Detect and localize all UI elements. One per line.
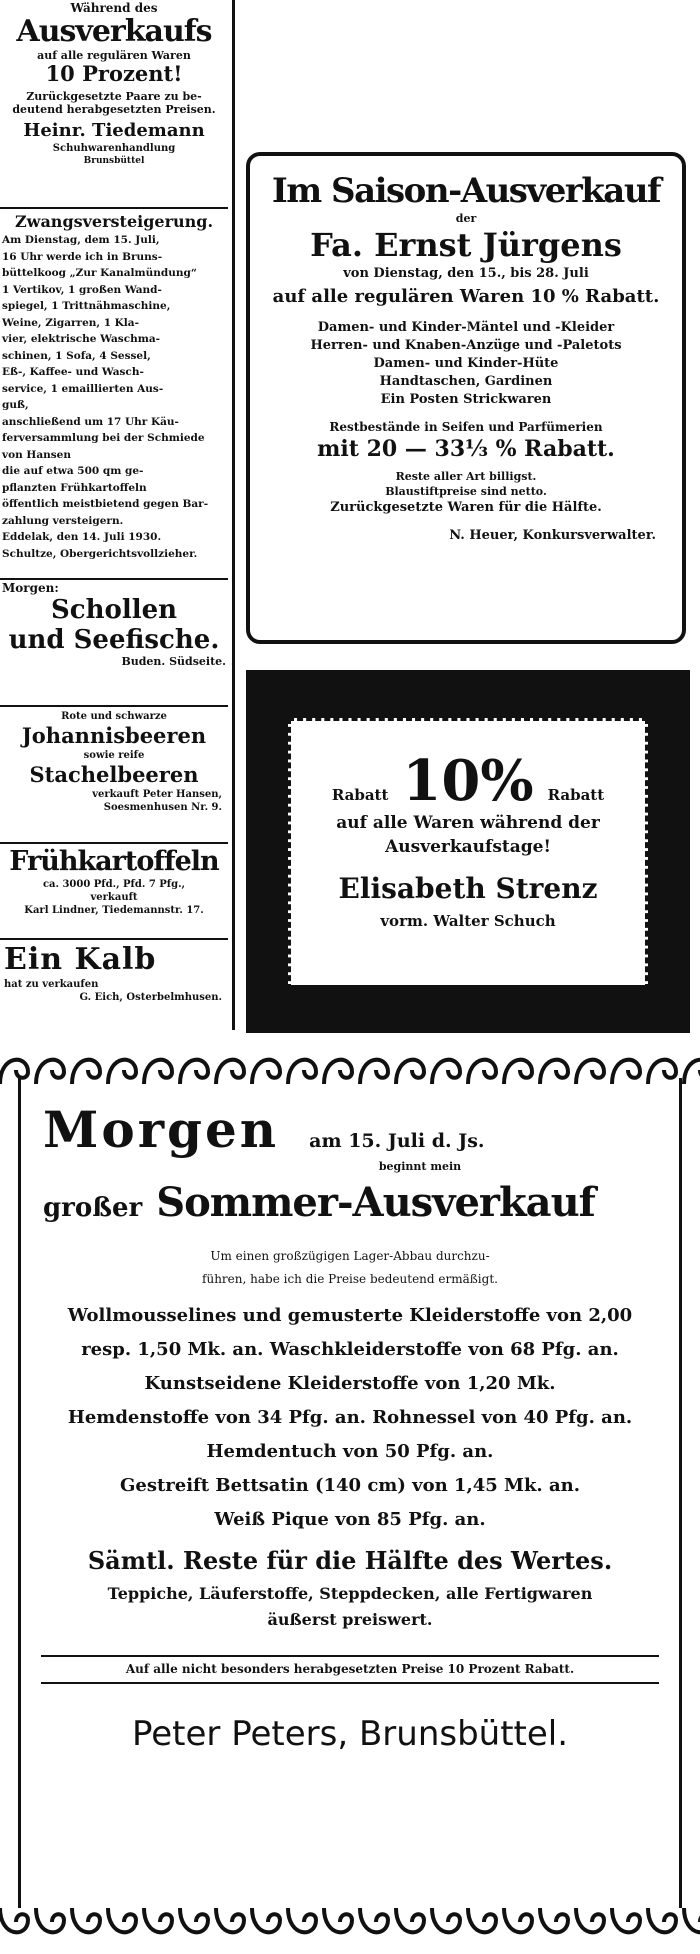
- ad-beeren: [0, 710, 228, 814]
- ad-text: verkauft Peter Hansen,: [92, 789, 222, 800]
- ad-headline: und Seefische.: [8, 625, 220, 655]
- ad-line: 16 Uhr werde ich in Bruns-: [2, 250, 163, 263]
- ad-headline: Morgen: [43, 1100, 280, 1159]
- ad-text: vorm. Walter Schuch: [380, 912, 556, 930]
- ad-zwangsversteigerung: [2, 212, 226, 562]
- ad-text: äußerst preiswert.: [267, 1610, 433, 1629]
- ad-line: guß,: [2, 399, 29, 411]
- ad-line: 1 Vertikov, 1 großen Wand-: [2, 283, 162, 296]
- ad-line: ferversammlung bei der Schmiede: [2, 432, 205, 444]
- ad-headline: Ein Kalb: [4, 942, 157, 977]
- ad-text: Buden. Südseite.: [121, 655, 226, 668]
- ad-headline: Im Saison-Ausverkauf: [271, 171, 661, 211]
- ad-line: Ein Posten Strickwaren: [380, 392, 552, 407]
- ad-firm: Fa. Ernst Jürgens: [310, 226, 622, 264]
- ad-headline: Ausverkaufs: [16, 14, 212, 49]
- ad-line: Herren- und Knaben-Anzüge und -Paletots: [310, 338, 622, 353]
- ad-signature: N. Heuer, Konkursverwalter.: [449, 528, 656, 543]
- column-rule: [232, 0, 235, 1030]
- ad-line: spiegel, 1 Trittnähmaschine,: [2, 300, 171, 312]
- ad-text: Zurückgesetzte Waren für die Hälfte.: [330, 500, 602, 515]
- ad-percent: 10%: [402, 748, 534, 814]
- ad-signature: Peter Peters, Brunsbüttel.: [131, 1714, 569, 1754]
- ad-line: anschließend um 17 Uhr Käu-: [2, 415, 179, 428]
- ad-text: der: [455, 212, 477, 225]
- ad-strenz: [288, 718, 648, 990]
- ad-tiedemann: [0, 2, 228, 168]
- ad-text: G. Eich, Osterbelmhusen.: [79, 992, 222, 1003]
- ad-fruehkartoffeln: [0, 846, 228, 917]
- ad-text: Morgen:: [2, 581, 59, 595]
- ad-text: von Dienstag, den 15., bis 28. Juli: [343, 266, 589, 281]
- ad-note-box: [41, 1655, 659, 1684]
- ad-text: Restbestände in Seifen und Parfümerien: [329, 420, 603, 434]
- ad-line: resp. 1,50 Mk. an. Waschkleiderstoffe von 68 Pfg. an.: [81, 1339, 619, 1360]
- ad-text: Soesmenhusen Nr. 9.: [103, 802, 222, 813]
- ad-text: führen, habe ich die Preise bedeutend ermäßigt.: [202, 1272, 498, 1286]
- ad-text: am 15. Juli d. Js.: [309, 1130, 485, 1152]
- ad-line: Damen- und Kinder-Mäntel und -Kleider: [317, 320, 615, 335]
- ad-text: Rabatt: [547, 786, 605, 804]
- ad-text: ca. 3000 Pfd., Pfd. 7 Pfg.,: [42, 879, 186, 890]
- ad-headline: Frühkartoffeln: [9, 846, 219, 877]
- ad-line: Kunstseidene Kleiderstoffe von 1,20 Mk.: [144, 1373, 556, 1394]
- ad-headline: 10 Prozent!: [45, 61, 183, 86]
- ad-text: Um einen großzügigen Lager-Abbau durchzu-: [210, 1249, 490, 1263]
- ad-line: öffentlich meistbietend gegen Bar-: [2, 498, 209, 510]
- ad-text: Während des: [70, 1, 158, 15]
- ad-line: die auf etwa 500 qm ge-: [2, 465, 144, 477]
- ad-rabatt: auf alle regulären Waren 10 % Rabatt.: [272, 286, 660, 307]
- ad-text: beginnt mein: [378, 1160, 462, 1173]
- divider: [0, 842, 228, 844]
- ad-reste: Sämtl. Reste für die Hälfte des Wertes.: [87, 1546, 613, 1575]
- ad-text: Brunsbüttel: [83, 156, 145, 166]
- divider: [0, 938, 228, 940]
- ad-line: von Hansen: [2, 448, 71, 461]
- ad-text: deutend herabgesetzten Preisen.: [12, 103, 216, 116]
- ad-line: Am Dienstag, dem 15. Juli,: [2, 234, 160, 246]
- divider: [0, 705, 228, 707]
- ad-schollen: [2, 582, 226, 668]
- ad-line: Hemdenstoffe von 34 Pfg. an. Rohnessel von 40 Pfg. an.: [67, 1407, 633, 1428]
- ad-line: service, 1 emaillierten Aus-: [2, 382, 164, 395]
- ad-text: Ausverkaufstage!: [385, 837, 551, 857]
- ad-items: [21, 1299, 679, 1537]
- divider: [0, 207, 228, 209]
- ad-text: sowie reife: [83, 750, 145, 761]
- ad-text: großer: [43, 1193, 143, 1223]
- ad-line: Damen- und Kinder-Hüte: [373, 356, 559, 371]
- ad-text: Blaustiftpreise sind netto.: [385, 485, 547, 498]
- ad-line: zahlung versteigern.: [2, 514, 124, 527]
- ad-text: Reste aller Art billigst.: [395, 470, 537, 483]
- ad-kalb: [4, 942, 228, 1004]
- ad-text: Zurückgesetzte Paare zu be-: [26, 90, 202, 103]
- ad-line: Gestreift Bettsatin (140 cm) von 1,45 Mk. an.: [120, 1475, 580, 1496]
- ad-line: büttelkoog „Zur Kanalmündung“: [2, 267, 197, 279]
- ad-headline: Schollen: [50, 595, 178, 625]
- ad-headline: Stachelbeeren: [29, 762, 199, 787]
- ad-items: [250, 319, 682, 409]
- ad-line: Wollmousselines und gemusterte Kleiderstoffe von 2,00: [67, 1305, 633, 1326]
- black-band-bottom: [246, 985, 690, 1033]
- ad-text: verkauft: [90, 892, 138, 903]
- ad-text: Teppiche, Läuferstoffe, Steppdecken, alle Fertigwaren: [107, 1584, 593, 1603]
- ad-text: hat zu verkaufen: [4, 979, 99, 990]
- ad-line: vier, elektrische Waschma-: [2, 333, 161, 345]
- ad-text: Rabatt: [331, 786, 389, 804]
- divider: [0, 578, 228, 580]
- ad-rabatt: mit 20 — 33⅓ % Rabatt.: [317, 436, 615, 462]
- ad-line: Weine, Zigarren, 1 Kla-: [2, 316, 139, 329]
- ad-text: Schuhwarenhandlung: [52, 143, 176, 154]
- ad-line: pflanzten Frühkartoffeln: [2, 481, 147, 494]
- ad-juergens: [246, 152, 686, 644]
- ad-firm: Heinr. Tiedemann: [23, 120, 205, 141]
- ad-text: auf alle Waren während der: [336, 813, 600, 833]
- ad-headline: Zwangsversteigerung.: [14, 212, 214, 231]
- ad-text: auf alle regulären Waren: [37, 49, 191, 62]
- ad-line: Weiß Pique von 85 Pfg. an.: [214, 1509, 486, 1530]
- ad-text: Karl Lindner, Tiedemannstr. 17.: [24, 905, 204, 916]
- ad-text: Rote und schwarze: [61, 711, 167, 722]
- ad-headline: Johannisbeeren: [21, 723, 207, 748]
- ad-firm: Elisabeth Strenz: [338, 872, 598, 905]
- ad-line: Hemdentuch von 50 Pfg. an.: [206, 1441, 494, 1462]
- ad-line: Eß-, Kaffee- und Wasch-: [2, 366, 144, 378]
- ad-text: Auf alle nicht besonders herabgesetzten Preise 10 Prozent Rabatt.: [125, 1662, 575, 1676]
- ad-line: Handtaschen, Gardinen: [379, 374, 553, 389]
- ad-line: Eddelak, den 14. Juli 1930.: [2, 531, 162, 543]
- ad-line: Schultze, Obergerichtsvollzieher.: [2, 547, 198, 560]
- ad-body: [2, 232, 226, 562]
- ad-title: Sommer-Ausverkauf: [156, 1179, 595, 1226]
- ad-peters: [18, 1078, 682, 1908]
- ad-line: schinen, 1 Sofa, 4 Sessel,: [2, 349, 151, 362]
